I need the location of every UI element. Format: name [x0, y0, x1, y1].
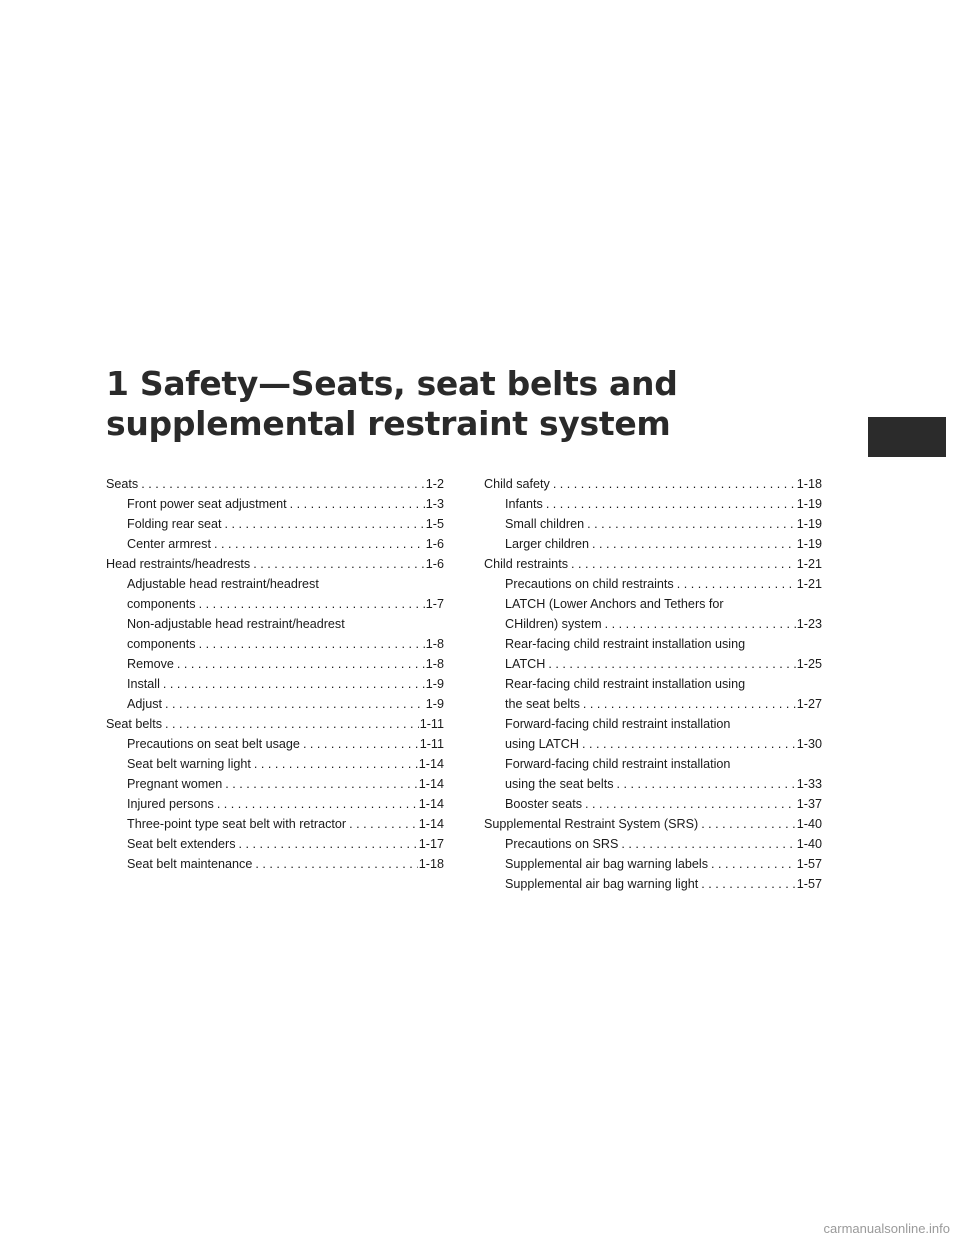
toc-entry-page: 1-30 — [796, 737, 822, 751]
toc-entry[interactable] — [106, 734, 444, 754]
toc-left-column — [106, 474, 444, 874]
toc-entry[interactable] — [484, 754, 822, 794]
toc-entry-label: Child safety — [484, 477, 550, 491]
toc-leader-dots — [255, 854, 417, 874]
toc-entry[interactable] — [106, 654, 444, 674]
toc-leader-dots — [214, 534, 425, 554]
toc-leader-dots — [303, 734, 419, 754]
toc-leader-dots — [571, 554, 796, 574]
toc-entry-label-first-line: Forward-facing child restraint installation — [505, 717, 731, 731]
toc-entry[interactable] — [106, 794, 444, 814]
toc-entry-label-first-line: Adjustable head restraint/headrest — [127, 577, 319, 591]
toc-entry-page: 1-21 — [796, 577, 822, 591]
toc-leader-dots — [225, 514, 425, 534]
toc-entry-page: 1-11 — [419, 737, 444, 751]
toc-entry-page: 1-7 — [425, 597, 444, 611]
toc-leader-dots — [617, 774, 796, 794]
toc-entry-page: 1-11 — [419, 717, 444, 731]
toc-entry[interactable] — [106, 714, 444, 734]
toc-leader-dots — [165, 694, 425, 714]
toc-entry-last-line — [505, 654, 822, 674]
toc-leader-dots — [605, 614, 796, 634]
toc-entry-page: 1-33 — [796, 777, 822, 791]
toc-leader-dots — [621, 834, 795, 854]
toc-leader-dots — [165, 714, 419, 734]
toc-entry-label: Install — [127, 677, 160, 691]
toc-leader-dots — [253, 554, 425, 574]
toc-entry-label: the seat belts — [505, 697, 580, 711]
toc-entry-label-first-line: Rear-facing child restraint installation using — [505, 637, 746, 651]
toc-entry[interactable] — [106, 574, 444, 614]
toc-entry-page: 1-40 — [796, 817, 822, 831]
toc-entry-page: 1-14 — [418, 817, 444, 831]
toc-leader-dots — [349, 814, 418, 834]
toc-leader-dots — [583, 694, 796, 714]
toc-entry-label: Small children — [505, 517, 585, 531]
toc-entry-last-line — [505, 734, 822, 754]
toc-entry[interactable] — [484, 854, 822, 874]
toc-entry-label: Booster seats — [505, 797, 583, 811]
toc-leader-dots — [582, 734, 796, 754]
toc-entry-label: Seat belt extenders — [127, 837, 236, 851]
toc-entry-page: 1-17 — [418, 837, 444, 851]
toc-entry[interactable] — [106, 494, 444, 514]
toc-entry[interactable] — [484, 554, 822, 574]
toc-leader-dots — [546, 494, 796, 514]
toc-entry-page: 1-5 — [425, 517, 444, 531]
chapter-tab — [868, 417, 946, 457]
toc-entry[interactable] — [106, 514, 444, 534]
toc-leader-dots — [225, 774, 418, 794]
toc-entry-label: Precautions on SRS — [505, 837, 619, 851]
toc-entry-label: Precautions on seat belt usage — [127, 737, 300, 751]
toc-entry-page: 1-6 — [425, 537, 444, 551]
toc-entry[interactable] — [106, 614, 444, 654]
toc-entry-page: 1-37 — [796, 797, 822, 811]
toc-entry-last-line — [127, 594, 444, 614]
toc-entry-page: 1-8 — [425, 657, 444, 671]
toc-entry[interactable] — [484, 594, 822, 634]
toc-entry-label-first-line: Non-adjustable head restraint/headrest — [127, 617, 345, 631]
toc-leader-dots — [239, 834, 418, 854]
toc-leader-dots — [587, 514, 796, 534]
toc-entry-label: Seat belts — [106, 717, 163, 731]
toc-entry-label: Larger children — [505, 537, 590, 551]
toc-entry-label: Center armrest — [127, 537, 211, 551]
toc-entry[interactable] — [106, 774, 444, 794]
toc-entry-label-first-line: LATCH (Lower Anchors and Tethers for — [505, 597, 724, 611]
toc-entry-page: 1-9 — [425, 697, 444, 711]
toc-leader-dots — [199, 594, 425, 614]
toc-entry-page: 1-18 — [796, 477, 822, 491]
toc-entry-label: Pregnant women — [127, 777, 223, 791]
toc-entry[interactable] — [106, 854, 444, 874]
toc-entry[interactable] — [484, 514, 822, 534]
toc-entry-page: 1-9 — [425, 677, 444, 691]
toc-entry-label: Injured persons — [127, 797, 214, 811]
toc-entry-label: components — [127, 637, 196, 651]
toc-leader-dots — [163, 674, 425, 694]
toc-entry-page: 1-57 — [796, 877, 822, 891]
toc-leader-dots — [585, 794, 796, 814]
toc-entry-label: Head restraints/headrests — [106, 557, 251, 571]
toc-entry[interactable] — [106, 814, 444, 834]
toc-entry-page: 1-57 — [796, 857, 822, 871]
toc-entry[interactable] — [484, 574, 822, 594]
toc-entry-label: Seat belt maintenance — [127, 857, 253, 871]
toc-entry-label: Seat belt warning light — [127, 757, 251, 771]
toc-entry-label: LATCH — [505, 657, 546, 671]
toc-entry-label: components — [127, 597, 196, 611]
chapter-title-line-2: supplemental restraint system — [106, 404, 671, 443]
toc-entry-page: 1-18 — [418, 857, 444, 871]
toc-leader-dots — [290, 494, 425, 514]
toc-leader-dots — [177, 654, 425, 674]
toc-entry-last-line — [505, 614, 822, 634]
toc-entry-page: 1-14 — [418, 797, 444, 811]
toc-leader-dots — [701, 874, 796, 894]
toc-entry-page: 1-21 — [796, 557, 822, 571]
toc-entry-page: 1-6 — [425, 557, 444, 571]
toc-entry-label-first-line: Rear-facing child restraint installation using — [505, 677, 746, 691]
toc-entry[interactable] — [484, 834, 822, 854]
toc-entry[interactable] — [484, 634, 822, 674]
toc-entry[interactable] — [106, 834, 444, 854]
toc-entry-page: 1-23 — [796, 617, 822, 631]
toc-entry-page: 1-2 — [425, 477, 444, 491]
toc-entry-label: Seats — [106, 477, 139, 491]
toc-entry[interactable] — [484, 494, 822, 514]
toc-entry-label: Supplemental Restraint System (SRS) — [484, 817, 699, 831]
toc-entry-label: Folding rear seat — [127, 517, 222, 531]
toc-entry-label-first-line: Forward-facing child restraint installation — [505, 757, 731, 771]
toc-entry[interactable] — [106, 534, 444, 554]
toc-entry[interactable] — [484, 874, 822, 894]
toc-leader-dots — [553, 474, 796, 494]
toc-entry[interactable] — [106, 554, 444, 574]
toc-leader-dots — [592, 534, 796, 554]
chapter-title-line-1: 1 Safety—Seats, seat belts and — [106, 364, 678, 403]
toc-entry-last-line — [127, 634, 444, 654]
toc-entry-page: 1-40 — [796, 837, 822, 851]
toc-entry-page: 1-19 — [796, 537, 822, 551]
toc-entry[interactable] — [106, 694, 444, 714]
toc-entry-label: CHildren) system — [505, 617, 602, 631]
chapter-title — [106, 364, 806, 444]
toc-entry-page: 1-19 — [796, 517, 822, 531]
toc-entry-page: 1-8 — [425, 637, 444, 651]
toc-entry-label: Infants — [505, 497, 543, 511]
toc-entry-page: 1-27 — [796, 697, 822, 711]
toc-leader-dots — [711, 854, 796, 874]
toc-entry-page: 1-3 — [425, 497, 444, 511]
toc-entry-last-line — [505, 774, 822, 794]
toc-leader-dots — [677, 574, 796, 594]
toc-entry-label: Supplemental air bag warning labels — [505, 857, 709, 871]
toc-entry-label: Supplemental air bag warning light — [505, 877, 699, 891]
toc-entry[interactable] — [484, 714, 822, 754]
toc-entry[interactable] — [106, 674, 444, 694]
toc-entry-label: Child restraints — [484, 557, 568, 571]
toc-entry-last-line — [505, 694, 822, 714]
toc-entry-label: Front power seat adjustment — [127, 497, 287, 511]
toc-entry-page: 1-25 — [796, 657, 822, 671]
toc-entry-label: using LATCH — [505, 737, 579, 751]
toc-entry-page: 1-14 — [418, 757, 444, 771]
toc-entry-page: 1-19 — [796, 497, 822, 511]
toc-leader-dots — [701, 814, 796, 834]
toc-entry[interactable] — [106, 474, 444, 494]
toc-entry-label: Remove — [127, 657, 174, 671]
toc-entry-label: Precautions on child restraints — [505, 577, 674, 591]
toc-entry[interactable] — [484, 794, 822, 814]
toc-entry[interactable] — [106, 754, 444, 774]
watermark: carmanualsonline.info — [823, 1221, 950, 1236]
toc-leader-dots — [199, 634, 425, 654]
toc-entry[interactable] — [484, 474, 822, 494]
toc-leader-dots — [217, 794, 418, 814]
toc-right-column — [484, 474, 822, 894]
toc-leader-dots — [254, 754, 418, 774]
toc-entry[interactable] — [484, 534, 822, 554]
toc-entry[interactable] — [484, 674, 822, 714]
toc-entry[interactable] — [484, 814, 822, 834]
toc-entry-label: Three-point type seat belt with retractor — [127, 817, 347, 831]
toc-leader-dots — [141, 474, 425, 494]
toc-entry-page: 1-14 — [418, 777, 444, 791]
toc-leader-dots — [548, 654, 795, 674]
toc-entry-label: Adjust — [127, 697, 163, 711]
toc-entry-label: using the seat belts — [505, 777, 614, 791]
